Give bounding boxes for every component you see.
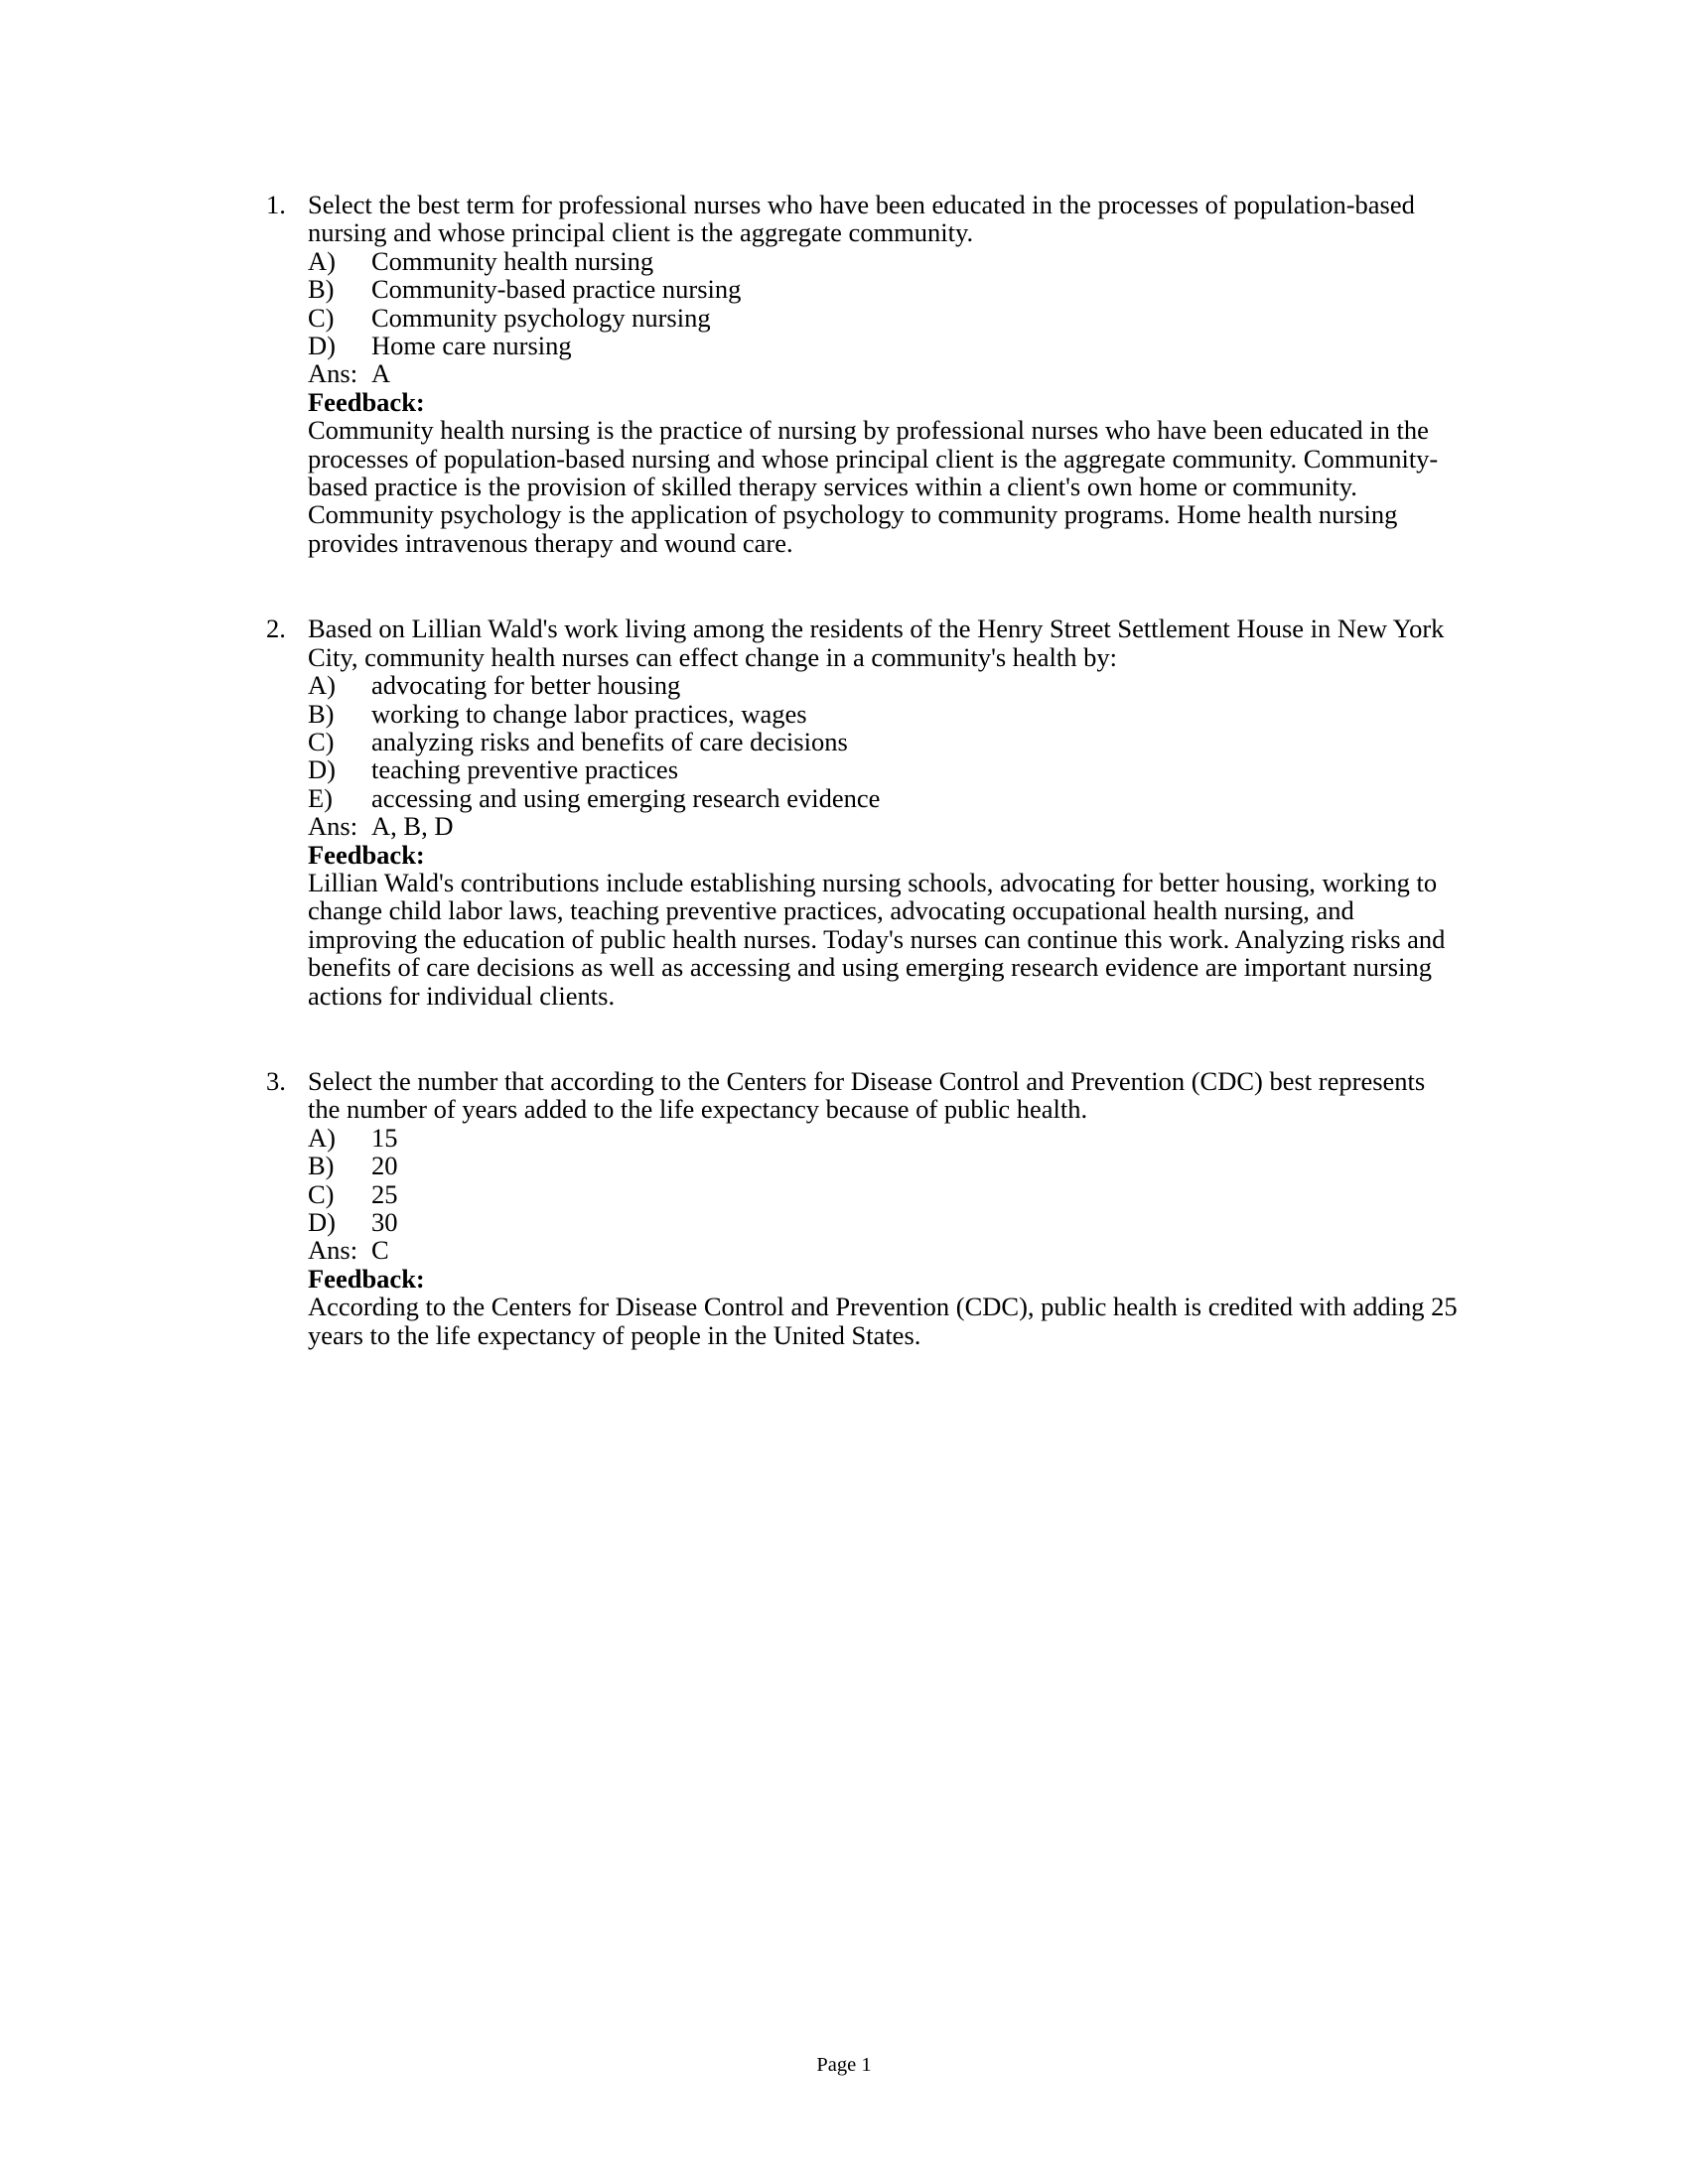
- option-letter: B): [308, 1151, 335, 1181]
- question-stem-text: Select the best term for professional nurses who have been educated in the processes of population-based nursing and whose principal client is the aggregate community.: [308, 190, 1415, 248]
- question-number: 3.: [266, 1065, 286, 1096]
- option-text: advocating for better housing: [371, 670, 681, 701]
- option-text: 25: [371, 1178, 398, 1209]
- answer-row: [266, 359, 1463, 387]
- feedback-heading: Feedback:: [308, 386, 425, 417]
- option-item[interactable]: [266, 700, 1463, 728]
- feedback-heading: Feedback:: [308, 839, 425, 870]
- option-letter: C): [308, 1178, 335, 1209]
- option-item[interactable]: [266, 1152, 1463, 1179]
- option-letter: A): [308, 1122, 336, 1153]
- question-block: [266, 614, 1463, 1010]
- feedback-text: Community health nursing is the practice of nursing by professional nurses who have been educated in the processes of population-based nursing and whose principal client is the aggregate community. Community-based practice is the provision of skilled therapy services within a client's own home or community. Community psychology is the application of psychology to community programs. Home health nursing provides intravenous therapy and wound care.: [308, 415, 1439, 558]
- option-list: [266, 671, 1463, 812]
- question-stem: [266, 191, 1463, 247]
- option-letter: B): [308, 698, 335, 729]
- option-letter: A): [308, 245, 336, 276]
- option-text: Community psychology nursing: [371, 302, 711, 333]
- option-list: [266, 247, 1463, 360]
- option-text: analyzing risks and benefits of care decisions: [371, 726, 848, 756]
- option-text: Home care nursing: [371, 331, 572, 361]
- option-item[interactable]: [266, 755, 1463, 783]
- option-item[interactable]: [266, 1124, 1463, 1152]
- option-letter: D): [308, 331, 336, 361]
- answer-value: A: [371, 358, 391, 389]
- feedback-heading: Feedback:: [308, 1263, 425, 1294]
- answer-value: A, B, D: [371, 811, 454, 842]
- question-number: 1.: [266, 190, 286, 219]
- option-letter: A): [308, 670, 336, 701]
- option-item[interactable]: [266, 1208, 1463, 1236]
- option-text: Community health nursing: [371, 245, 654, 276]
- question-number: 2.: [266, 614, 286, 644]
- option-letter: D): [308, 754, 336, 785]
- option-text: accessing and using emerging research evidence: [371, 782, 881, 813]
- option-list: [266, 1124, 1463, 1237]
- question-list: [266, 191, 1463, 1349]
- option-item[interactable]: [266, 304, 1463, 332]
- option-item[interactable]: [266, 671, 1463, 699]
- option-text: teaching preventive practices: [371, 754, 679, 785]
- feedback-text: Lillian Wald's contributions include establishing nursing schools, advocating for better housing, working to change child labor laws, teaching preventive practices, advocating occupational health nursing, and improving the education of public health nurses. Today's nurses can continue this work. Analyzing risks and benefits of care decisions as well as accessing and using emerging research evidence are important nursing actions for individual clients.: [308, 867, 1446, 1011]
- question-block: [266, 191, 1463, 557]
- question-stem-text: Based on Lillian Wald's work living among the residents of the Henry Street Settlement House in New York City, community health nurses can effect change in a community's health by:: [308, 614, 1445, 672]
- question-stem: [266, 1067, 1463, 1124]
- answer-label: Ans:: [308, 1235, 358, 1266]
- option-text: Community-based practice nursing: [371, 274, 742, 305]
- option-item[interactable]: [266, 784, 1463, 812]
- option-item[interactable]: [266, 332, 1463, 359]
- feedback-text: According to the Centers for Disease Control and Prevention (CDC), public health is credited with adding 25 years to the life expectancy of people in the United States.: [308, 1292, 1458, 1350]
- option-item[interactable]: [266, 728, 1463, 755]
- option-text: 30: [371, 1207, 398, 1237]
- question-stem-text: Select the number that according to the Centers for Disease Control and Prevention (CDC) best represents the number of years added to the life expectancy because of public health.: [308, 1065, 1426, 1125]
- answer-label: Ans:: [308, 811, 358, 842]
- option-letter: C): [308, 726, 335, 756]
- answer-label: Ans:: [308, 358, 358, 389]
- option-letter: D): [308, 1207, 336, 1237]
- answer-value: C: [371, 1235, 389, 1266]
- option-letter: B): [308, 274, 335, 305]
- option-text: working to change labor practices, wages: [371, 698, 807, 729]
- option-letter: E): [308, 782, 334, 813]
- option-item[interactable]: [266, 1180, 1463, 1208]
- option-letter: C): [308, 302, 335, 333]
- option-item[interactable]: [266, 247, 1463, 275]
- answer-row: [266, 1236, 1463, 1264]
- option-item[interactable]: [266, 275, 1463, 303]
- question-block: [266, 1067, 1463, 1349]
- option-text: 15: [371, 1122, 398, 1153]
- answer-row: [266, 812, 1463, 840]
- page-footer: Page 1: [816, 2054, 872, 2076]
- option-text: 20: [371, 1151, 398, 1181]
- question-stem: [266, 614, 1463, 671]
